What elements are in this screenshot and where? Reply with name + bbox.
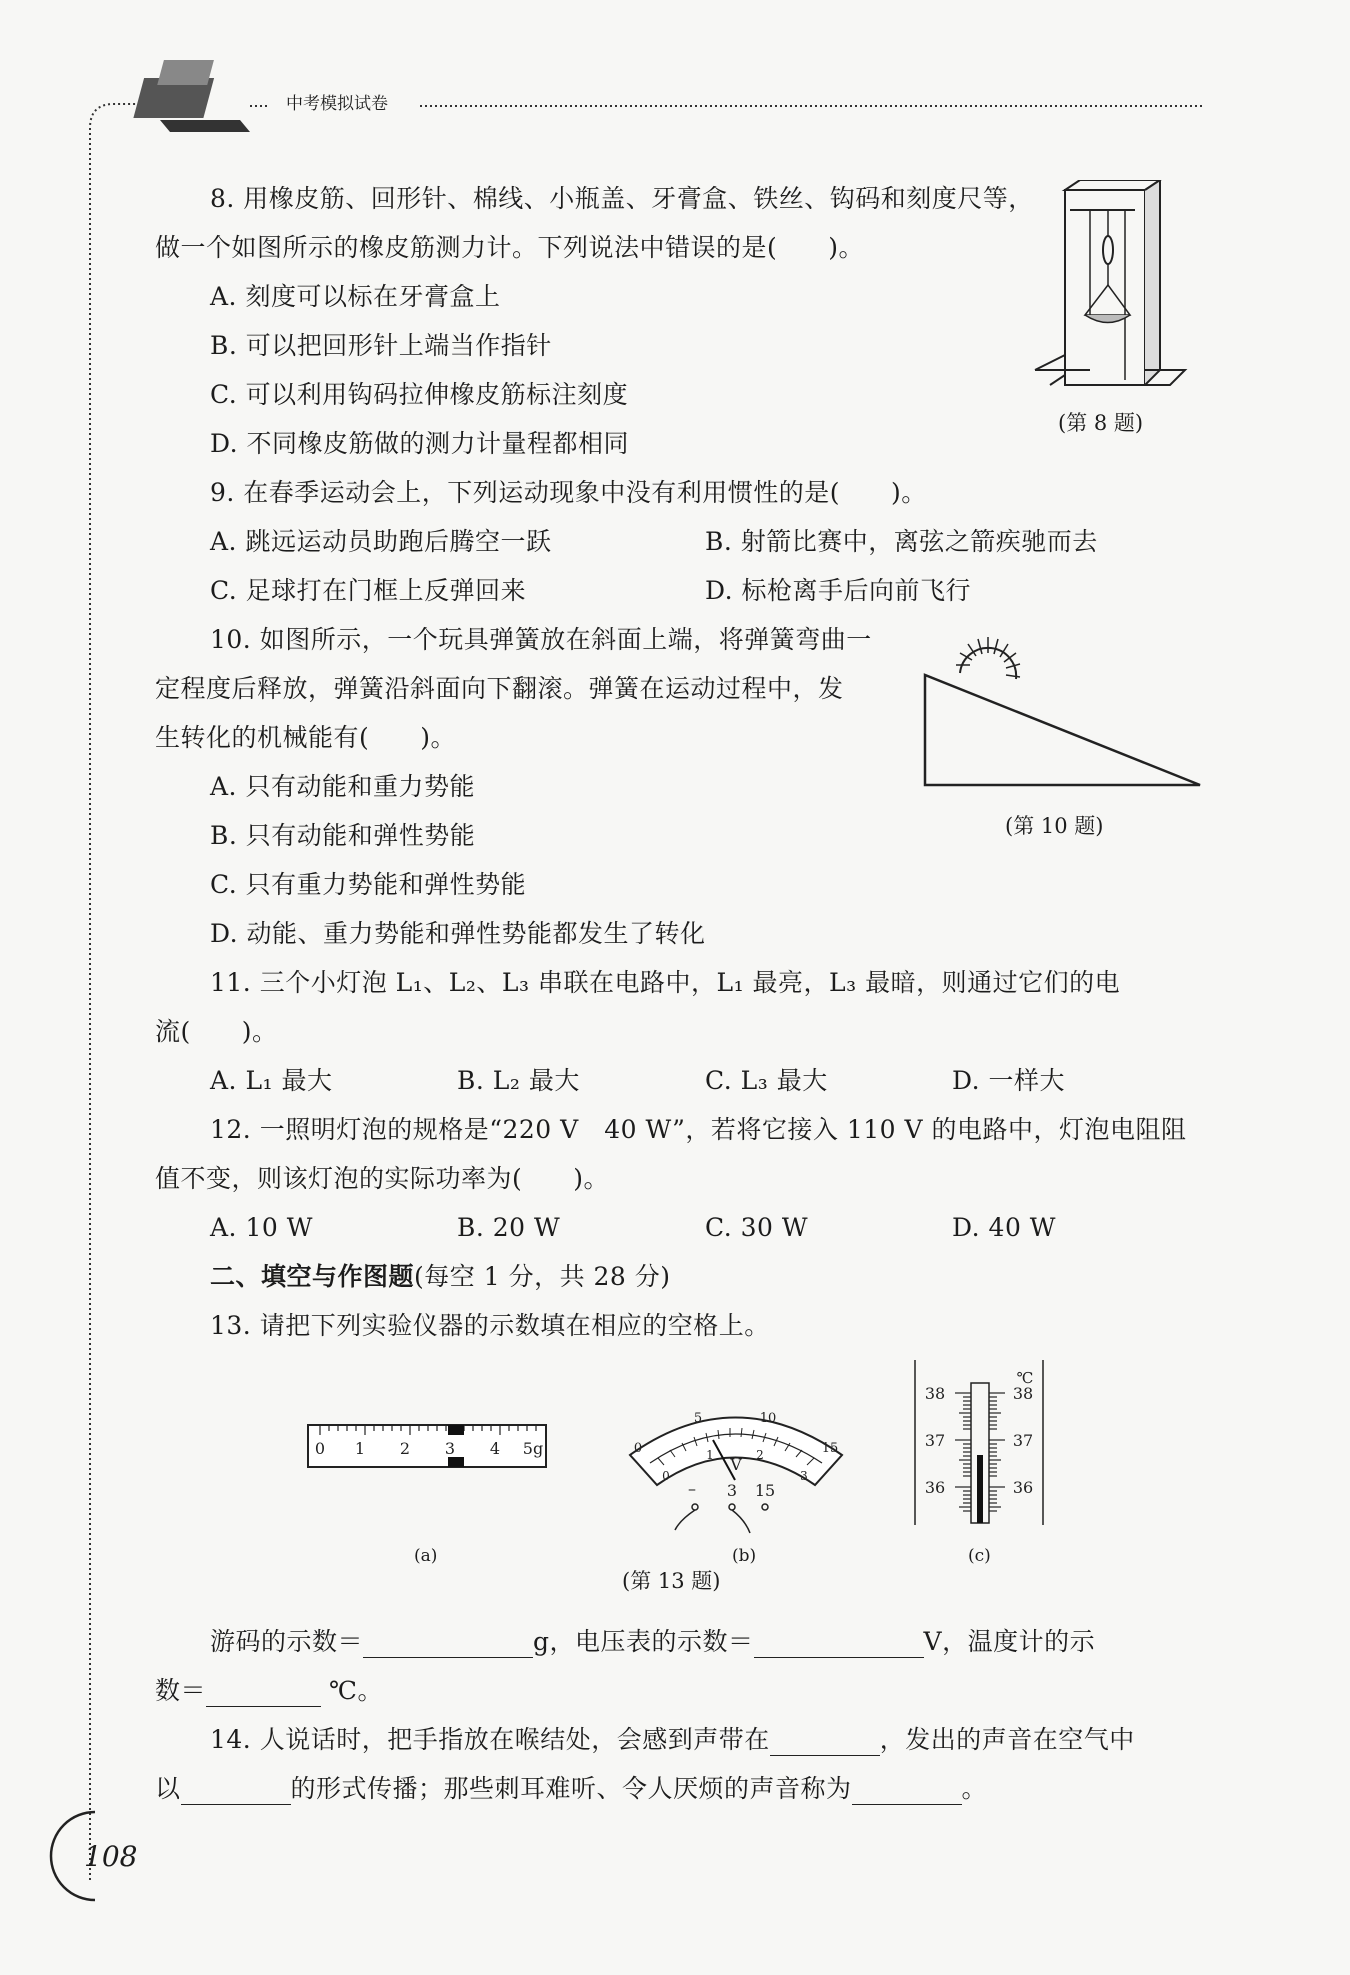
q10-stem-line2: 定程度后释放，弹簧沿斜面向下翻滚。弹簧在运动过程中，发 xyxy=(155,674,844,703)
q9-option-a: A. 跳远运动员助跑后腾空一跃 xyxy=(210,527,552,556)
q14-text-5: 。 xyxy=(961,1774,988,1803)
q10-option-c: C. 只有重力势能和弹性势能 xyxy=(210,870,527,899)
meter-scale-top-10: 10 xyxy=(759,1411,777,1426)
q14-line2 xyxy=(155,1773,987,1805)
ruler-tick-3: 3 xyxy=(444,1439,456,1458)
q11-option-b: B. L₂ 最大 xyxy=(457,1066,580,1095)
meter-scale-top-5: 5 xyxy=(693,1411,703,1426)
q13-answer-line2 xyxy=(155,1675,383,1707)
q8-option-c: C. 可以利用钩码拉伸橡皮筋标注刻度 xyxy=(210,380,629,409)
q10-stem-line1: 10. 如图所示，一个玩具弹簧放在斜面上端，将弹簧弯曲一 xyxy=(210,625,872,654)
q9-stem: 9. 在春季运动会上，下列运动现象中没有利用惯性的是( )。 xyxy=(210,478,927,507)
q8-stem-line1: 8. 用橡皮筋、回形针、棉线、小瓶盖、牙膏盒、铁丝、钩码和刻度尺等， xyxy=(210,184,1034,213)
meter-scale-bottom-2: 2 xyxy=(756,1448,764,1462)
thermometer-reading-blank[interactable] xyxy=(206,1680,321,1707)
q11-option-c: C. L₃ 最大 xyxy=(705,1066,828,1095)
q13-figure-a-rider-scale xyxy=(300,1410,560,1480)
q9-option-d: D. 标枪离手后向前飞行 xyxy=(705,576,972,605)
q12-option-c: C. 30 W xyxy=(705,1213,809,1242)
q12-stem-line1: 12. 一照明灯泡的规格是“220 V 40 W”，若将它接入 110 V 的电路中，灯泡电阻阻 xyxy=(210,1115,1187,1144)
q14-text-1: 14. 人说话时，把手指放在喉结处，会感到声带在 xyxy=(210,1725,770,1754)
q10-option-a: A. 只有动能和重力势能 xyxy=(210,772,475,801)
noise-term-blank[interactable] xyxy=(852,1778,962,1805)
meter-scale-top-0: 0 xyxy=(633,1441,643,1456)
q10-option-b: B. 只有动能和弹性势能 xyxy=(210,821,476,850)
q11-option-d: D. 一样大 xyxy=(952,1066,1066,1095)
meter-terminal-minus: – xyxy=(688,1479,696,1498)
q11-option-a: A. L₁ 最大 xyxy=(210,1066,333,1095)
q14-text-3: 以 xyxy=(155,1774,181,1803)
thermo-unit: ℃ xyxy=(1016,1369,1034,1387)
page-number: 108 xyxy=(84,1840,138,1873)
q13-label-a: (a) xyxy=(414,1546,438,1566)
q13-figure-caption: (第 13 题) xyxy=(622,1569,721,1593)
thermo-tick-right-36: 36 xyxy=(1012,1478,1034,1497)
q8-figure-caption: (第 8 题) xyxy=(1058,411,1144,435)
q13-figure-b-voltmeter xyxy=(620,1395,850,1540)
section2-heading xyxy=(210,1261,671,1293)
thermo-tick-left-36: 36 xyxy=(924,1478,946,1497)
q13-answer-text-2: g，电压表的示数＝ xyxy=(533,1627,754,1656)
q14-text-4: 的形式传播；那些刺耳难听、令人厌烦的声音称为 xyxy=(290,1774,852,1803)
q10-stem-line3: 生转化的机械能有( )。 xyxy=(155,723,457,752)
thermo-tick-right-38: 38 xyxy=(1012,1384,1034,1403)
q10-figure-incline-spring xyxy=(920,635,1210,795)
ruler-tick-1: 1 xyxy=(354,1439,366,1458)
q13-label-b: (b) xyxy=(732,1546,757,1566)
q13-answer-line1 xyxy=(210,1626,1095,1658)
ruler-tick-0: 0 xyxy=(314,1439,326,1458)
q13-label-c: (c) xyxy=(968,1546,991,1566)
meter-terminal-3: 3 xyxy=(726,1481,738,1500)
ruler-tick-4: 4 xyxy=(489,1439,501,1458)
header-emblem-icon xyxy=(133,60,250,132)
thermo-tick-right-37: 37 xyxy=(1012,1431,1034,1450)
vocal-cord-blank[interactable] xyxy=(770,1729,880,1756)
q8-option-d: D. 不同橡皮筋做的测力计量程都相同 xyxy=(210,429,630,458)
meter-scale-bottom-3: 3 xyxy=(800,1469,808,1483)
q9-option-c: C. 足球打在门框上反弹回来 xyxy=(210,576,527,605)
q12-stem-line2: 值不变，则该灯泡的实际功率为( )。 xyxy=(155,1164,610,1193)
meter-terminal-15: 15 xyxy=(754,1481,776,1500)
meter-unit: V xyxy=(730,1455,742,1474)
ruler-tick-2: 2 xyxy=(399,1439,411,1458)
meter-scale-bottom-0: 0 xyxy=(662,1469,670,1483)
q13-stem: 13. 请把下列实验仪器的示数填在相应的空格上。 xyxy=(210,1311,770,1340)
q11-stem-line1: 11. 三个小灯泡 L₁、L₂、L₃ 串联在电路中，L₁ 最亮，L₃ 最暗，则通过它们的电 xyxy=(210,968,1121,997)
q13-answer-text-1: 游码的示数＝ xyxy=(210,1627,364,1656)
q12-option-a: A. 10 W xyxy=(210,1213,313,1242)
q8-option-b: B. 可以把回形针上端当作指针 xyxy=(210,331,552,360)
q12-option-b: B. 20 W xyxy=(457,1213,561,1242)
ruler-tick-5: 5g xyxy=(522,1439,544,1458)
q9-option-b: B. 射箭比赛中，离弦之箭疾驰而去 xyxy=(705,527,1098,556)
q13-answer-text-5: ℃。 xyxy=(329,1676,383,1705)
rider-reading-blank[interactable] xyxy=(363,1631,533,1658)
sound-propagation-blank[interactable] xyxy=(181,1778,291,1805)
section2-note: (每空 1 分，共 28 分) xyxy=(414,1262,671,1291)
voltmeter-reading-blank[interactable] xyxy=(754,1631,924,1658)
q8-stem-line2: 做一个如图所示的橡皮筋测力计。下列说法中错误的是( )。 xyxy=(155,233,865,262)
q10-figure-caption: (第 10 题) xyxy=(1005,814,1104,838)
q14-line1 xyxy=(210,1724,1135,1756)
thermo-tick-left-37: 37 xyxy=(924,1431,946,1450)
header-title: 中考模拟试卷 xyxy=(286,94,388,114)
thermo-tick-left-38: 38 xyxy=(924,1384,946,1403)
meter-scale-top-15: 15 xyxy=(821,1441,839,1456)
q11-stem-line2: 流( )。 xyxy=(155,1017,278,1046)
section2-title: 二、填空与作图题 xyxy=(210,1262,415,1291)
q13-figure-c-thermometer xyxy=(905,1355,1050,1530)
meter-scale-bottom-1: 1 xyxy=(706,1448,714,1462)
q12-option-d: D. 40 W xyxy=(952,1213,1057,1242)
q14-text-2: ，发出的声音在空气中 xyxy=(879,1725,1135,1754)
q10-option-d: D. 动能、重力势能和弹性势能都发生了转化 xyxy=(210,919,706,948)
q13-answer-text-3: V，温度计的示 xyxy=(923,1627,1096,1656)
q8-figure-force-meter xyxy=(1030,180,1190,395)
q8-option-a: A. 刻度可以标在牙膏盒上 xyxy=(210,282,501,311)
q13-answer-text-4: 数＝ xyxy=(155,1676,207,1705)
